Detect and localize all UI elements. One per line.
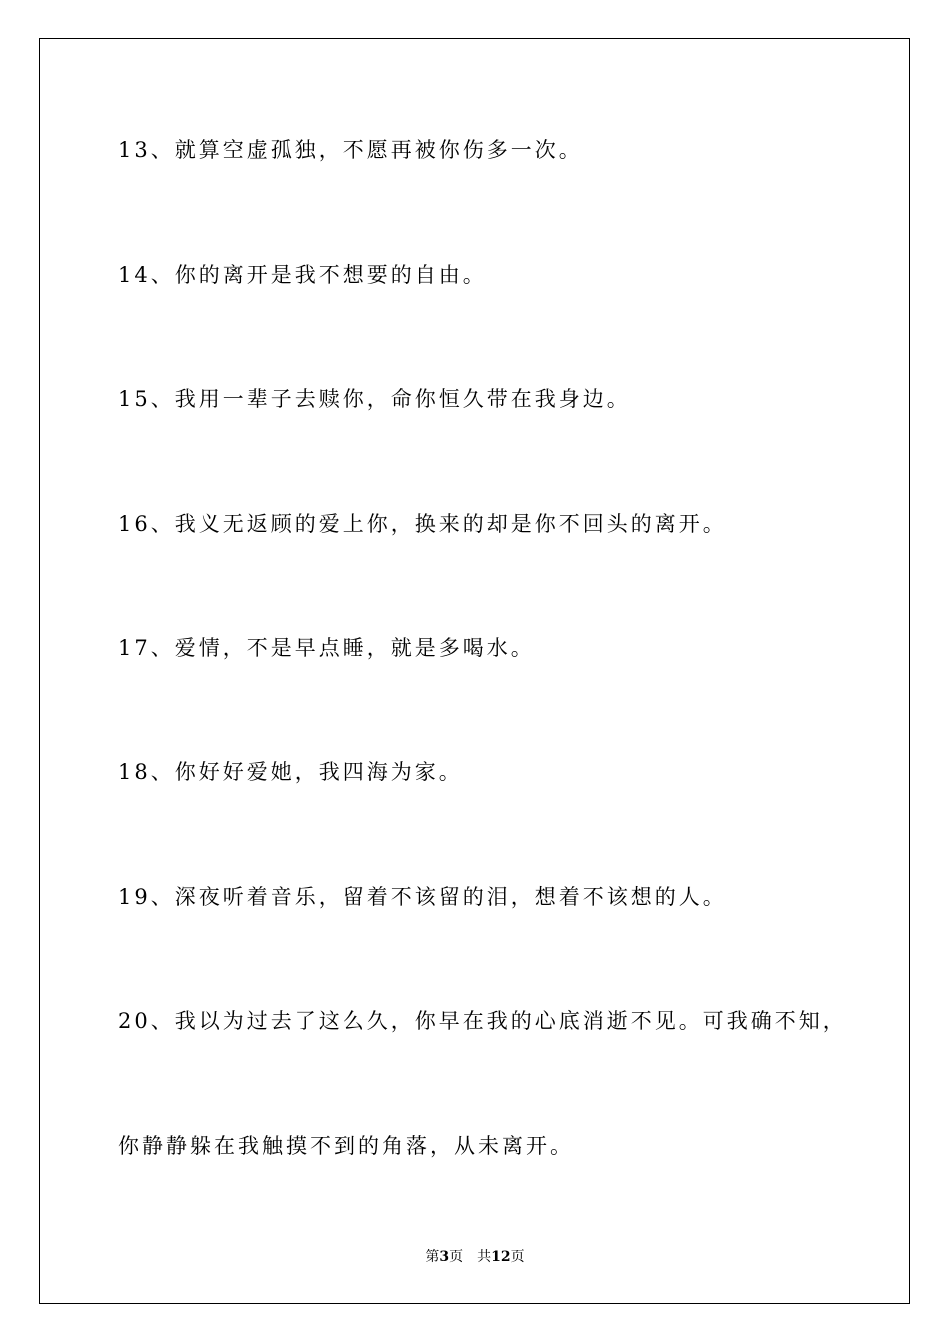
total-pages: 12 [491,1249,511,1265]
text-line-20: 20、我以为过去了这么久，你早在我的心底消逝不见。可我确不知， [118,1009,847,1033]
text-line-18: 18、你好好爱她，我四海为家。 [118,760,463,784]
page-label-suffix: 页 [449,1249,464,1265]
total-label-suffix: 页 [510,1249,525,1265]
text-line-19: 19、深夜听着音乐，留着不该留的泪，想着不该想的人。 [118,885,727,909]
text-line-17: 17、爱情，不是早点睡，就是多喝水。 [118,636,535,660]
page-label-prefix: 第 [425,1249,440,1265]
total-label-prefix: 共 [477,1249,492,1265]
text-line-13: 13、就算空虚孤独，不愿再被你伤多一次。 [118,138,583,162]
page-footer [0,1248,950,1266]
text-line-20-continued: 你静静躲在我触摸不到的角落，从未离开。 [118,1134,574,1158]
page-number: 3 [439,1249,450,1265]
text-line-15: 15、我用一辈子去赎你，命你恒久带在我身边。 [118,387,631,411]
text-line-16: 16、我义无返顾的爱上你，换来的却是你不回头的离开。 [118,512,727,536]
text-line-14: 14、你的离开是我不想要的自由。 [118,263,487,287]
page-border [39,38,910,1304]
